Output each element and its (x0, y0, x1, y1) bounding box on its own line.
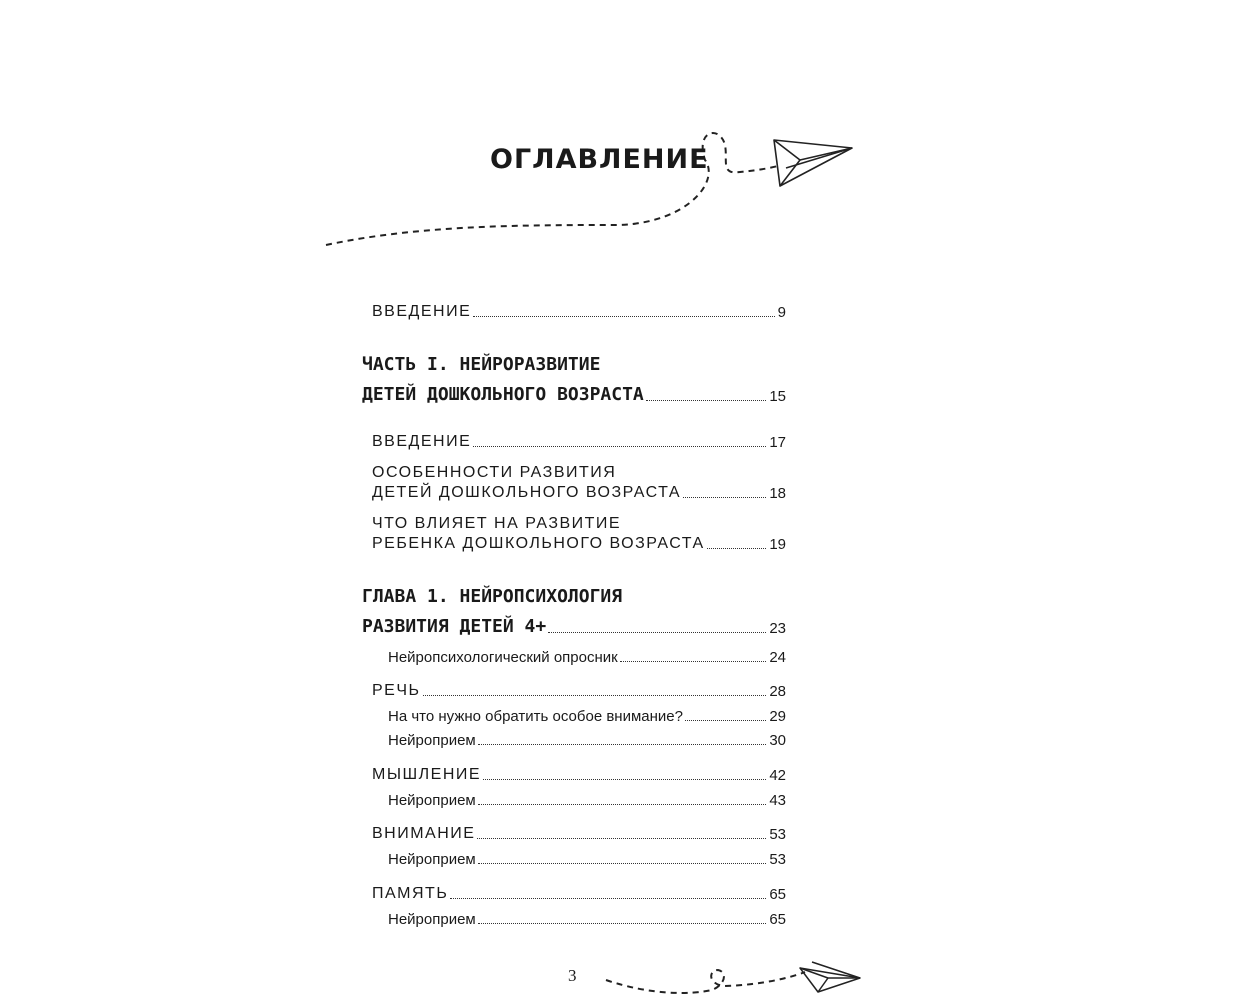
toc-entry-page: 30 (769, 732, 786, 749)
toc-entry-page: 65 (769, 911, 786, 928)
paper-plane-icon (774, 140, 852, 186)
toc-entry-label-line2: РЕБЕНКА ДОШКОЛЬНОГО ВОЗРАСТА (372, 535, 705, 552)
toc-entry-page: 18 (769, 485, 786, 502)
dot-leader (477, 837, 766, 839)
dot-leader (478, 862, 767, 864)
toc-entry[interactable] (0, 766, 786, 784)
toc-entry-part1[interactable] (0, 384, 786, 405)
dot-leader (450, 897, 766, 899)
toc-entry-label: ВВЕДЕНИЕ (372, 303, 472, 320)
page-number: 3 (568, 966, 577, 985)
toc-subentry[interactable] (0, 792, 786, 809)
toc-subentry-label: На что нужно обратить особое внимание? (388, 708, 683, 725)
toc-subentry[interactable] (0, 851, 786, 868)
dot-leader (478, 803, 767, 805)
toc-entry-page: 53 (769, 851, 786, 868)
toc-subentry-label: Нейропсихологический опросник (388, 649, 618, 666)
toc-subentry[interactable] (0, 649, 786, 666)
dot-leader (473, 315, 774, 317)
toc-subentry[interactable] (0, 732, 786, 749)
toc-entry-page: 24 (769, 649, 786, 666)
toc-entry-label-line1: ЧТО ВЛИЯЕТ НА РАЗВИТИЕ (372, 515, 622, 532)
toc-entry-chapter1[interactable] (0, 616, 786, 637)
dot-leader (685, 719, 766, 721)
toc-subentry-label: Нейроприем (388, 851, 476, 868)
toc-entry-page: 29 (769, 708, 786, 725)
toc-entry-page: 17 (769, 434, 786, 451)
toc-title: ОГЛАВЛЕНИЕ (490, 144, 709, 175)
toc-entry-page: 42 (769, 767, 786, 784)
toc-entry[interactable] (0, 433, 786, 451)
dot-leader (483, 778, 766, 780)
toc-entry[interactable] (0, 885, 786, 903)
paper-plane-icon-bottom (800, 962, 860, 992)
dot-leader (423, 694, 767, 696)
toc-entry-label: ВВЕДЕНИЕ (372, 433, 472, 450)
toc-entry-page: 28 (769, 683, 786, 700)
toc-entry-intro[interactable] (0, 303, 786, 321)
toc-entry[interactable] (0, 682, 786, 700)
toc-entry-page: 15 (769, 388, 786, 405)
toc-entry-page: 43 (769, 792, 786, 809)
toc-subentry-label: Нейроприем (388, 911, 476, 928)
dot-leader (707, 547, 767, 549)
toc-entry[interactable] (0, 825, 786, 843)
part-heading-line1: ЧАСТЬ I. НЕЙРОРАЗВИТИЕ (362, 354, 601, 375)
dot-leader (683, 496, 766, 498)
chapter-heading-line1: ГЛАВА 1. НЕЙРОПСИХОЛОГИЯ (362, 586, 623, 607)
part-heading-line2: ДЕТЕЙ ДОШКОЛЬНОГО ВОЗРАСТА (362, 384, 644, 405)
toc-subentry-label: Нейроприем (388, 792, 476, 809)
toc-entry-label: МЫШЛЕНИЕ (372, 766, 482, 783)
bottom-flight-path (606, 970, 805, 993)
toc-entry-label-line2: ДЕТЕЙ ДОШКОЛЬНОГО ВОЗРАСТА (372, 484, 682, 501)
toc-entry[interactable] (0, 535, 786, 553)
toc-entry-page: 23 (769, 620, 786, 637)
dot-leader (620, 660, 767, 662)
dot-leader (478, 922, 767, 924)
toc-subentry[interactable] (0, 708, 786, 725)
toc-entry-label: ВНИМАНИЕ (372, 825, 476, 842)
chapter-heading-line2: РАЗВИТИЯ ДЕТЕЙ 4+ (362, 616, 547, 637)
toc-entry[interactable] (0, 484, 786, 502)
toc-entry-label-line1: ОСОБЕННОСТИ РАЗВИТИЯ (372, 464, 617, 481)
toc-subentry-label: Нейроприем (388, 732, 476, 749)
dot-leader (478, 743, 767, 745)
dot-leader (548, 631, 766, 633)
toc-entry-label: ПАМЯТЬ (372, 885, 449, 902)
toc-entry-label: РЕЧЬ (372, 682, 421, 699)
toc-subentry[interactable] (0, 911, 786, 928)
dot-leader (646, 399, 767, 401)
toc-entry-page: 9 (777, 304, 786, 321)
toc-entry-page: 65 (769, 886, 786, 903)
toc-entry-page: 19 (769, 536, 786, 553)
toc-entry-page: 53 (769, 826, 786, 843)
dot-leader (473, 445, 766, 447)
